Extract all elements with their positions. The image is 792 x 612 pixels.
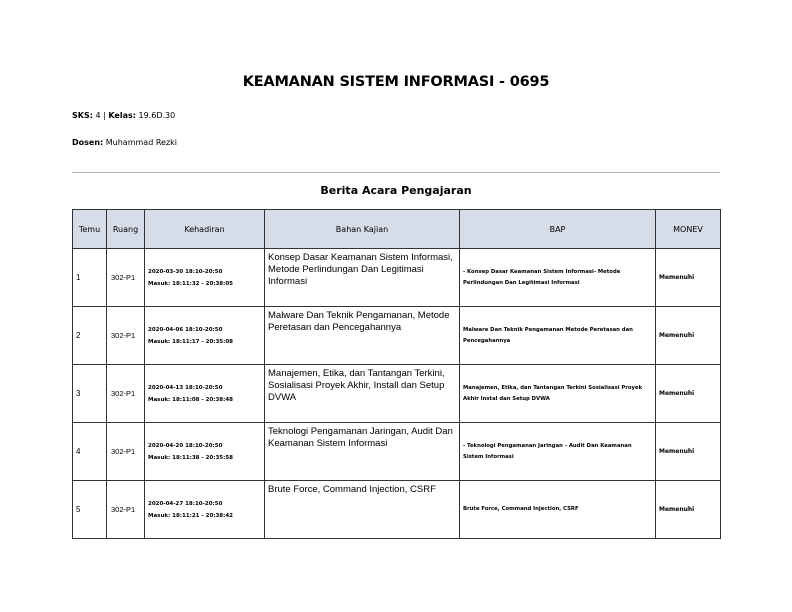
cell-bahan-kajian: Teknologi Pengamanan Jaringan, Audit Dan Keamanan Sistem Informasi (265, 423, 460, 481)
masuk-text: Masuk: 18:11:38 - 20:35:58 (148, 454, 233, 461)
jadwal-text: 2020-04-06 18:10-20:50 (148, 326, 223, 333)
jadwal-text: 2020-04-20 18:10-20:50 (148, 442, 223, 449)
cell-bahan-kajian: Konsep Dasar Keamanan Sistem Informasi, Metode Perlindungan Dan Legitimasi Informasi (265, 249, 460, 307)
cell-bahan-kajian: Malware Dan Teknik Pengamanan, Metode Peretasan dan Pencegahannya (265, 307, 460, 365)
section-title: Berita Acara Pengajaran (320, 184, 472, 197)
cell-kehadiran (145, 481, 265, 539)
table-row (73, 423, 721, 481)
attendance-table (72, 209, 721, 539)
cell-bap: - Konsep Dasar Keamanan Sistem Informasi- Metode Perlindungan Dan Legitimasi Informasi (460, 249, 656, 307)
sks-label: SKS: (72, 111, 93, 120)
cell-monev: Memenuhi (656, 307, 721, 365)
cell-kehadiran (145, 365, 265, 423)
cell-kehadiran (145, 249, 265, 307)
cell-kehadiran (145, 307, 265, 365)
table-row (73, 481, 721, 539)
table-row (73, 249, 721, 307)
cell-ruang: 302-P1 (107, 423, 145, 481)
cell-bap: Manajemen, Etika, dan Tantangan Terkini Sosialisasi Proyek Akhir Instal dan Setup DVWA (460, 365, 656, 423)
page-title: KEAMANAN SISTEM INFORMASI - 0695 (242, 74, 550, 90)
cell-monev: Memenuhi (656, 249, 721, 307)
cell-temu: 1 (73, 249, 107, 307)
cell-monev: Memenuhi (656, 481, 721, 539)
course-info (72, 111, 175, 120)
cell-bap: Brute Force, Command Injection, CSRF (460, 481, 656, 539)
cell-temu: 4 (73, 423, 107, 481)
cell-bap: Malware Dan Teknik Pengamanan Metode Peretasan dan Pencegahannya (460, 307, 656, 365)
cell-ruang: 302-P1 (107, 365, 145, 423)
jadwal-text: 2020-04-13 18:10-20:50 (148, 384, 223, 391)
separator: | (103, 111, 106, 120)
sks-value: 4 (95, 111, 101, 120)
table-header-row (73, 210, 721, 249)
header-monev: MONEV (656, 210, 721, 249)
header-bahan-kajian: Bahan Kajian (265, 210, 460, 249)
cell-ruang: 302-P1 (107, 307, 145, 365)
jadwal-text: 2020-04-27 18:10-20:50 (148, 500, 223, 507)
dosen-label: Dosen: (72, 138, 104, 147)
header-kehadiran: Kehadiran (145, 210, 265, 249)
cell-bahan-kajian: Manajemen, Etika, dan Tantangan Terkini, Sosialisasi Proyek Akhir, Install dan Setup DVWA (265, 365, 460, 423)
cell-ruang: 302-P1 (107, 481, 145, 539)
divider (72, 172, 720, 173)
masuk-text: Masuk: 18:11:17 - 20:35:08 (148, 338, 233, 345)
cell-bahan-kajian: Brute Force, Command Injection, CSRF (265, 481, 460, 539)
masuk-text: Masuk: 18:11:21 - 20:38:42 (148, 512, 233, 519)
header-temu: Temu (73, 210, 107, 249)
header-ruang: Ruang (107, 210, 145, 249)
cell-monev: Memenuhi (656, 423, 721, 481)
cell-temu: 5 (73, 481, 107, 539)
dosen-value: Muhammad Rezki (105, 138, 177, 147)
masuk-text: Masuk: 18:11:08 - 20:38:48 (148, 396, 233, 403)
table-row (73, 365, 721, 423)
kelas-label: Kelas: (108, 111, 136, 120)
jadwal-text: 2020-03-30 18:10-20:50 (148, 268, 223, 275)
table-row (73, 307, 721, 365)
header-bap: BAP (460, 210, 656, 249)
cell-temu: 2 (73, 307, 107, 365)
kelas-value: 19.6D.30 (138, 111, 176, 120)
cell-monev: Memenuhi (656, 365, 721, 423)
cell-temu: 3 (73, 365, 107, 423)
cell-ruang: 302-P1 (107, 249, 145, 307)
masuk-text: Masuk: 18:11:32 - 20:38:05 (148, 280, 233, 287)
lecturer-info (72, 138, 177, 147)
cell-kehadiran (145, 423, 265, 481)
cell-bap: - Teknologi Pengamanan Jaringan - Audit Dan Keamanan Sistem Informasi (460, 423, 656, 481)
